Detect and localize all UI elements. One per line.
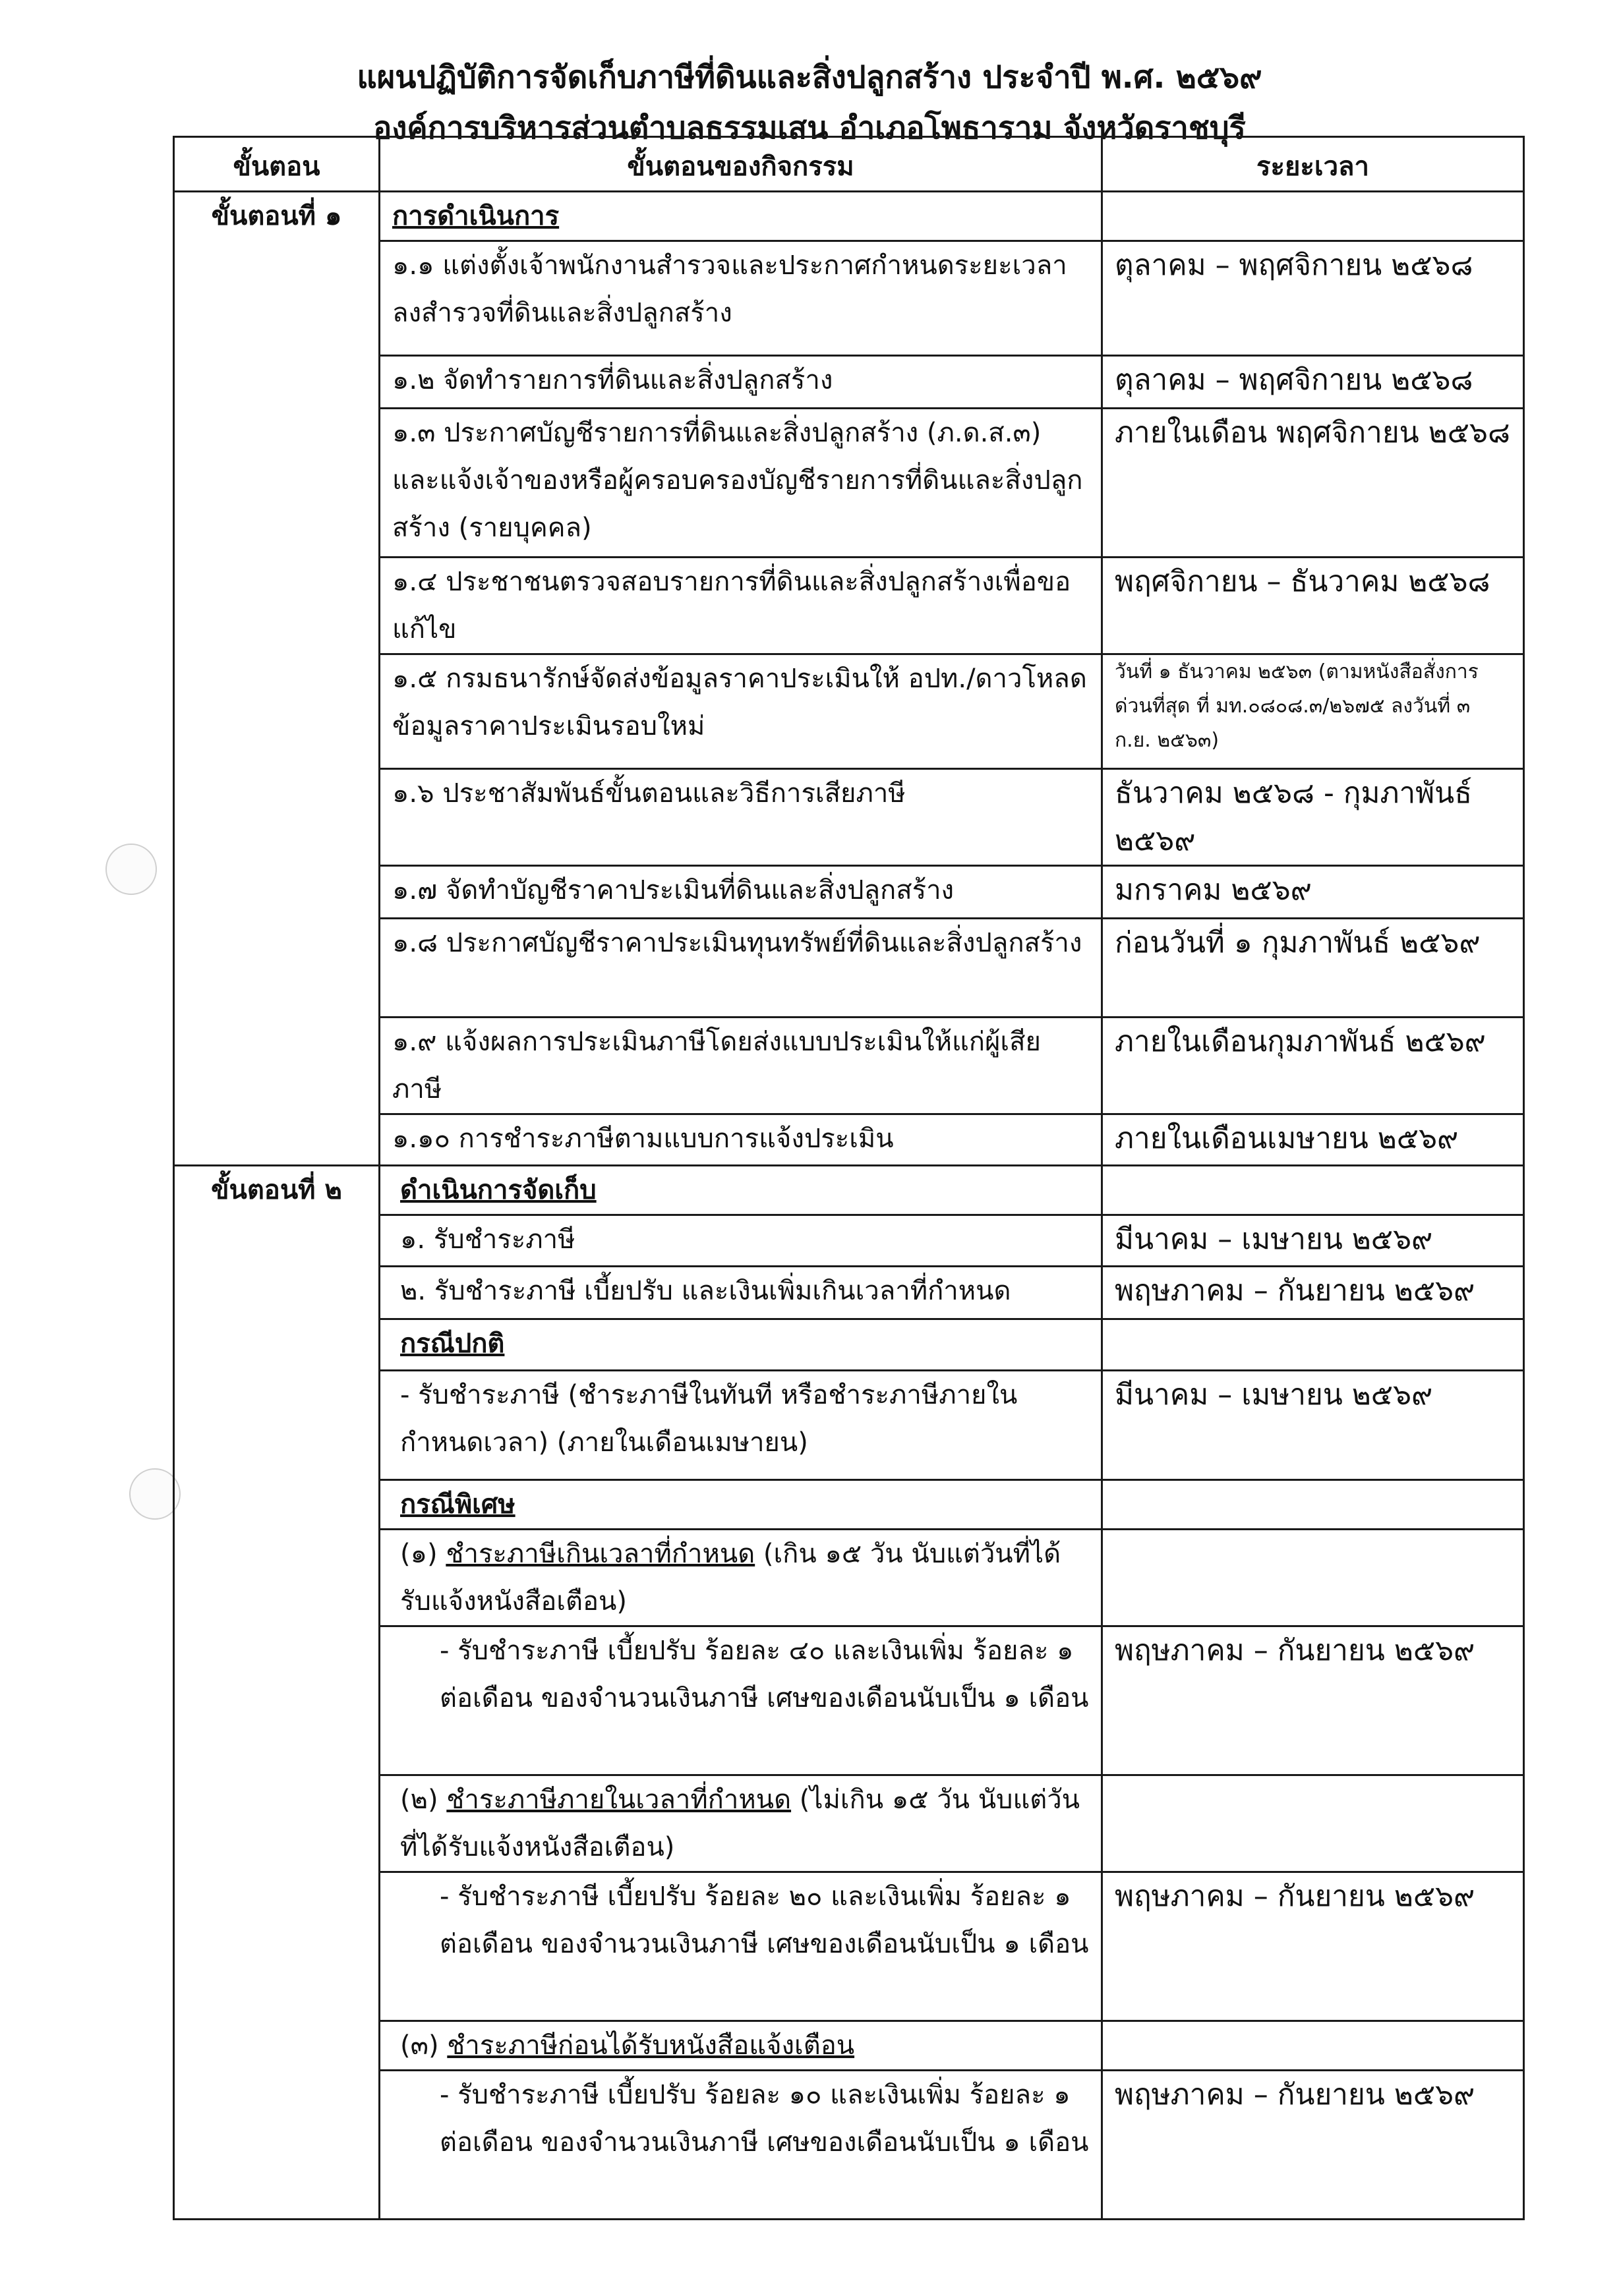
case-1-note: (เกิน ๑๕ วัน นับแต่วันที่ได้รับแจ้งหนังสือเตือน): [400, 1539, 1061, 1617]
table-row: [174, 1114, 1524, 1166]
table-row: [174, 1166, 1524, 1215]
period-cell: ตุลาคม – พฤศจิกายน ๒๕๖๘: [1102, 356, 1524, 409]
step-1-label: ขั้นตอนที่ ๑: [174, 192, 380, 241]
activity-cell: ๑.๙ แจ้งผลการประเมินภาษีโดยส่งแบบประเมินให้แก่ผู้เสียภาษี: [380, 1018, 1102, 1114]
case-2-note: (ไม่เกิน ๑๕ วัน นับแต่วันที่ได้รับแจ้งหนังสือเตือน): [400, 1785, 1080, 1862]
case-1-title: ชำระภาษีเกินเวลาที่กำหนด: [446, 1539, 755, 1569]
table-row: [174, 241, 1524, 356]
action-plan-table: [173, 136, 1525, 2220]
table-row: [174, 1215, 1524, 1267]
period-cell: มีนาคม – เมษายน ๒๕๖๙: [1102, 1371, 1524, 1480]
period-cell: พฤษภาคม – กันยายน ๒๕๖๙: [1102, 1626, 1524, 1775]
table-row: [174, 654, 1524, 769]
table-row: [174, 1480, 1524, 1530]
period-cell: มกราคม ๒๕๖๙: [1102, 866, 1524, 919]
step-2-heading: ดำเนินการจัดเก็บ: [400, 1175, 597, 1205]
period-cell: พฤษภาคม – กันยายน ๒๕๖๙: [1102, 2071, 1524, 2220]
table-row: [174, 769, 1524, 866]
table-row: [174, 192, 1524, 241]
period-cell: ธันวาคม ๒๕๖๘ - กุมภาพันธ์ ๒๕๖๙: [1102, 769, 1524, 866]
header-period: ระยะเวลา: [1102, 137, 1524, 192]
case-2-title: ชำระภาษีภายในเวลาที่กำหนด: [446, 1785, 792, 1815]
period-cell: ตุลาคม – พฤศจิกายน ๒๕๖๘: [1102, 241, 1524, 356]
table-row: [174, 558, 1524, 654]
activity-cell: ๑.๒ จัดทำรายการที่ดินและสิ่งปลูกสร้าง: [380, 356, 1102, 409]
case-1-prefix: (๑): [400, 1539, 446, 1569]
activity-cell: ๑.๑๐ การชำระภาษีตามแบบการแจ้งประเมิน: [380, 1114, 1102, 1166]
table-row: [174, 1371, 1524, 1480]
table-header-row: [174, 137, 1524, 192]
activity-cell: ๑.๕ กรมธนารักษ์จัดส่งข้อมูลราคาประเมินให้ อปท./ดาวโหลดข้อมูลราคาประเมินรอบใหม่: [380, 654, 1102, 769]
period-cell: พฤษภาคม – กันยายน ๒๕๖๙: [1102, 1872, 1524, 2021]
header-activity: ขั้นตอนของกิจกรรม: [380, 137, 1102, 192]
period-cell: พฤศจิกายน – ธันวาคม ๒๕๖๘: [1102, 558, 1524, 654]
case-3-prefix: (๓): [400, 2030, 448, 2061]
table-row: [174, 866, 1524, 919]
table-row: [174, 356, 1524, 409]
period-cell: ก่อนวันที่ ๑ กุมภาพันธ์ ๒๕๖๙: [1102, 919, 1524, 1018]
case-2-prefix: (๒): [400, 1785, 447, 1815]
activity-cell: ๑.๖ ประชาสัมพันธ์ขั้นตอนและวิธีการเสียภาษี: [380, 769, 1102, 866]
table-row: [174, 2021, 1524, 2071]
step-2-label: ขั้นตอนที่ ๒: [174, 1166, 380, 1215]
activity-cell: ๑.๗ จัดทำบัญชีราคาประเมินที่ดินและสิ่งปลูกสร้าง: [380, 866, 1102, 919]
header-step: ขั้นตอน: [174, 137, 380, 192]
period-cell: ภายในเดือนเมษายน ๒๕๖๙: [1102, 1114, 1524, 1166]
special-case-heading: กรณีพิเศษ: [400, 1489, 515, 1520]
activity-cell: - รับชำระภาษี เบี้ยปรับ ร้อยละ ๒๐ และเงินเพิ่ม ร้อยละ ๑ ต่อเดือน ของจำนวนเงินภาษี เศษของเดือนนับเป็น ๑ เดือน: [380, 1872, 1102, 2021]
document-title: แผนปฏิบัติการจัดเก็บภาษีที่ดินและสิ่งปลูกสร้าง ประจำปี พ.ศ. ๒๕๖๙: [357, 59, 1262, 96]
table-row: [174, 1018, 1524, 1114]
table-row: [174, 919, 1524, 1018]
table-row: [174, 1530, 1524, 1626]
activity-cell: ๑.๔ ประชาชนตรวจสอบรายการที่ดินและสิ่งปลูกสร้างเพื่อขอแก้ไข: [380, 558, 1102, 654]
activity-cell: ๑.๓ ประกาศบัญชีรายการที่ดินและสิ่งปลูกสร้าง (ภ.ด.ส.๓) และแจ้งเจ้าของหรือผู้ครอบครองบัญชีรายการที่ดินและสิ่งปลูกสร้าง (รายบุคคล): [380, 409, 1102, 558]
activity-cell: ๑.๘ ประกาศบัญชีราคาประเมินทุนทรัพย์ที่ดินและสิ่งปลูกสร้าง: [380, 919, 1102, 1018]
table-row: [174, 2071, 1524, 2220]
document-subtitle: องค์การบริหารส่วนตำบลธรรมเสน อำเภอโพธาราม จังหวัดราชบุรี: [373, 110, 1246, 146]
table-row: [174, 1267, 1524, 1319]
table-row: [174, 1872, 1524, 2021]
punch-hole-top: [105, 844, 157, 895]
period-cell: มีนาคม – เมษายน ๒๕๖๙: [1102, 1215, 1524, 1267]
activity-cell: - รับชำระภาษี เบี้ยปรับ ร้อยละ ๔๐ และเงินเพิ่ม ร้อยละ ๑ ต่อเดือน ของจำนวนเงินภาษี เศษของเดือนนับเป็น ๑ เดือน: [380, 1626, 1102, 1775]
period-cell: ภายในเดือน พฤศจิกายน ๒๕๖๘: [1102, 409, 1524, 558]
activity-cell: ๑.๑ แต่งตั้งเจ้าพนักงานสำรวจและประกาศกำหนดระยะเวลาลงสำรวจที่ดินและสิ่งปลูกสร้าง: [380, 241, 1102, 356]
table-row: [174, 1319, 1524, 1371]
activity-cell: ๑. รับชำระภาษี: [380, 1215, 1102, 1267]
period-cell: พฤษภาคม – กันยายน ๒๕๖๙: [1102, 1267, 1524, 1319]
table-row: [174, 409, 1524, 558]
activity-cell: - รับชำระภาษี เบี้ยปรับ ร้อยละ ๑๐ และเงินเพิ่ม ร้อยละ ๑ ต่อเดือน ของจำนวนเงินภาษี เศษของเดือนนับเป็น ๑ เดือน: [380, 2071, 1102, 2220]
case-3-title: ชำระภาษีก่อนได้รับหนังสือแจ้งเตือน: [447, 2030, 855, 2061]
step-1-heading: การดำเนินการ: [392, 201, 560, 231]
period-cell: ภายในเดือนกุมภาพันธ์ ๒๕๖๙: [1102, 1018, 1524, 1114]
period-cell: วันที่ ๑ ธันวาคม ๒๕๖๓ (ตามหนังสือสั่งการด่วนที่สุด ที่ มท.๐๘๐๘.๓/๒๖๗๕ ลงวันที่ ๓ ก.ย. ๒๕๖๓): [1102, 654, 1524, 769]
table-row: [174, 1626, 1524, 1775]
activity-cell: ๒. รับชำระภาษี เบี้ยปรับ และเงินเพิ่มเกินเวลาที่กำหนด: [380, 1267, 1102, 1319]
activity-cell: - รับชำระภาษี (ชำระภาษีในทันที หรือชำระภาษีภายในกำหนดเวลา) (ภายในเดือนเมษายน): [380, 1371, 1102, 1480]
table-row: [174, 1775, 1524, 1872]
normal-case-heading: กรณีปกติ: [400, 1329, 505, 1359]
